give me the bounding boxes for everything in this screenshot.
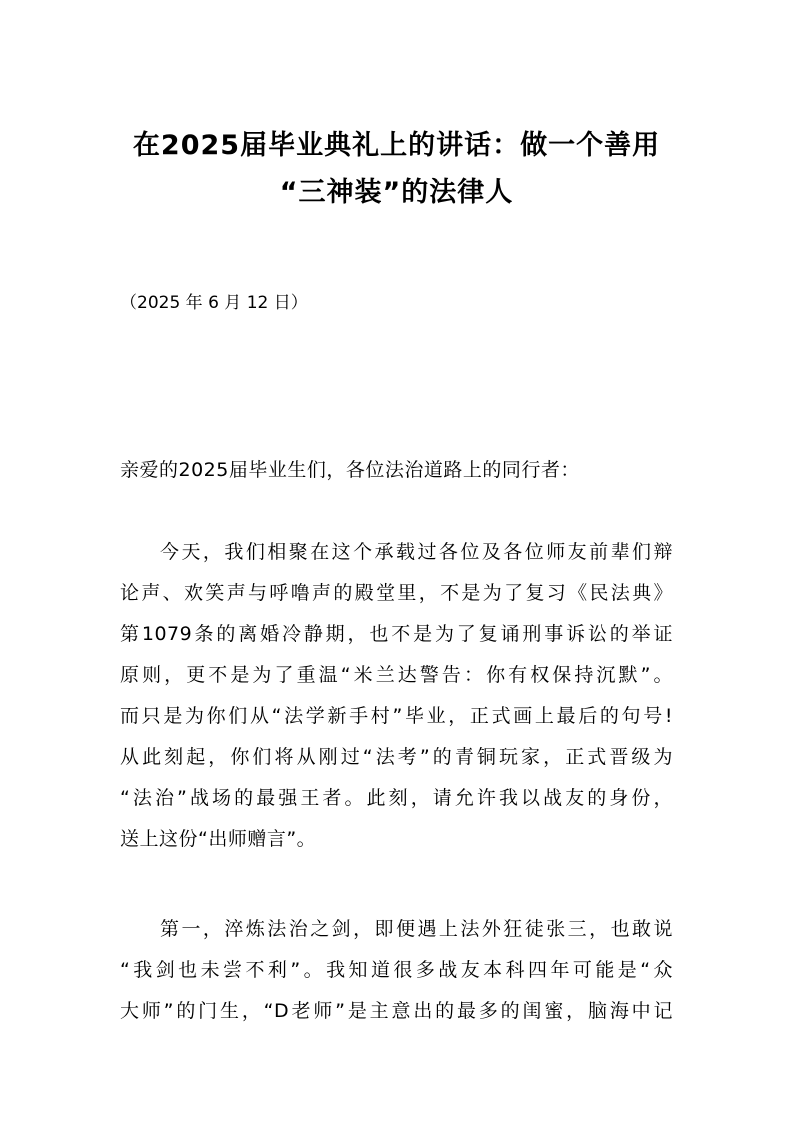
paragraph-1-line: “法治”战场的最强王者。此刻，请允许我以战友的身份， — [120, 787, 673, 809]
paragraph-1-line: 而只是为你们从“法学新手村”毕业，正式画上最后的句号! — [120, 705, 673, 727]
paragraph-2-line: 大师”的门生，“D老师”是主意出的最多的闺蜜，脑海中记 — [120, 1000, 673, 1022]
paragraph-1-line: 从此刻起，你们将从刚过“法考”的青铜玩家，正式晋级为 — [120, 746, 673, 768]
greeting: 亲爱的2025届毕业生们，各位法治道路上的同行者： — [120, 459, 580, 481]
paragraph-2-line: 第一，淬炼法治之剑，即便遇上法外狂徒张三，也敢说 — [160, 918, 673, 940]
document-title-line-1: 在2025届毕业典礼上的讲话：做一个善用 — [132, 130, 661, 161]
document-title-line-2: “三神装”的法律人 — [279, 177, 514, 208]
paragraph-1-line: 第1079条的离婚冷静期，也不是为了复诵刑事诉讼的举证 — [120, 623, 673, 645]
speech-date: （2025 年 6 月 12 日） — [120, 293, 308, 313]
paragraph-1-line: 今天，我们相聚在这个承载过各位及各位师友前辈们辩 — [160, 541, 673, 563]
paragraph-1-line: 论声、欢笑声与呼噜声的殿堂里，不是为了复习《民法典》 — [120, 582, 673, 604]
paragraph-1-line: 送上这份“出师赠言”。 — [120, 828, 317, 850]
paragraph-2-line: “我剑也未尝不利”。我知道很多战友本科四年可能是“众 — [120, 959, 673, 981]
paragraph-1-line: 原则，更不是为了重温“米兰达警告：你有权保持沉默”。 — [120, 664, 673, 686]
